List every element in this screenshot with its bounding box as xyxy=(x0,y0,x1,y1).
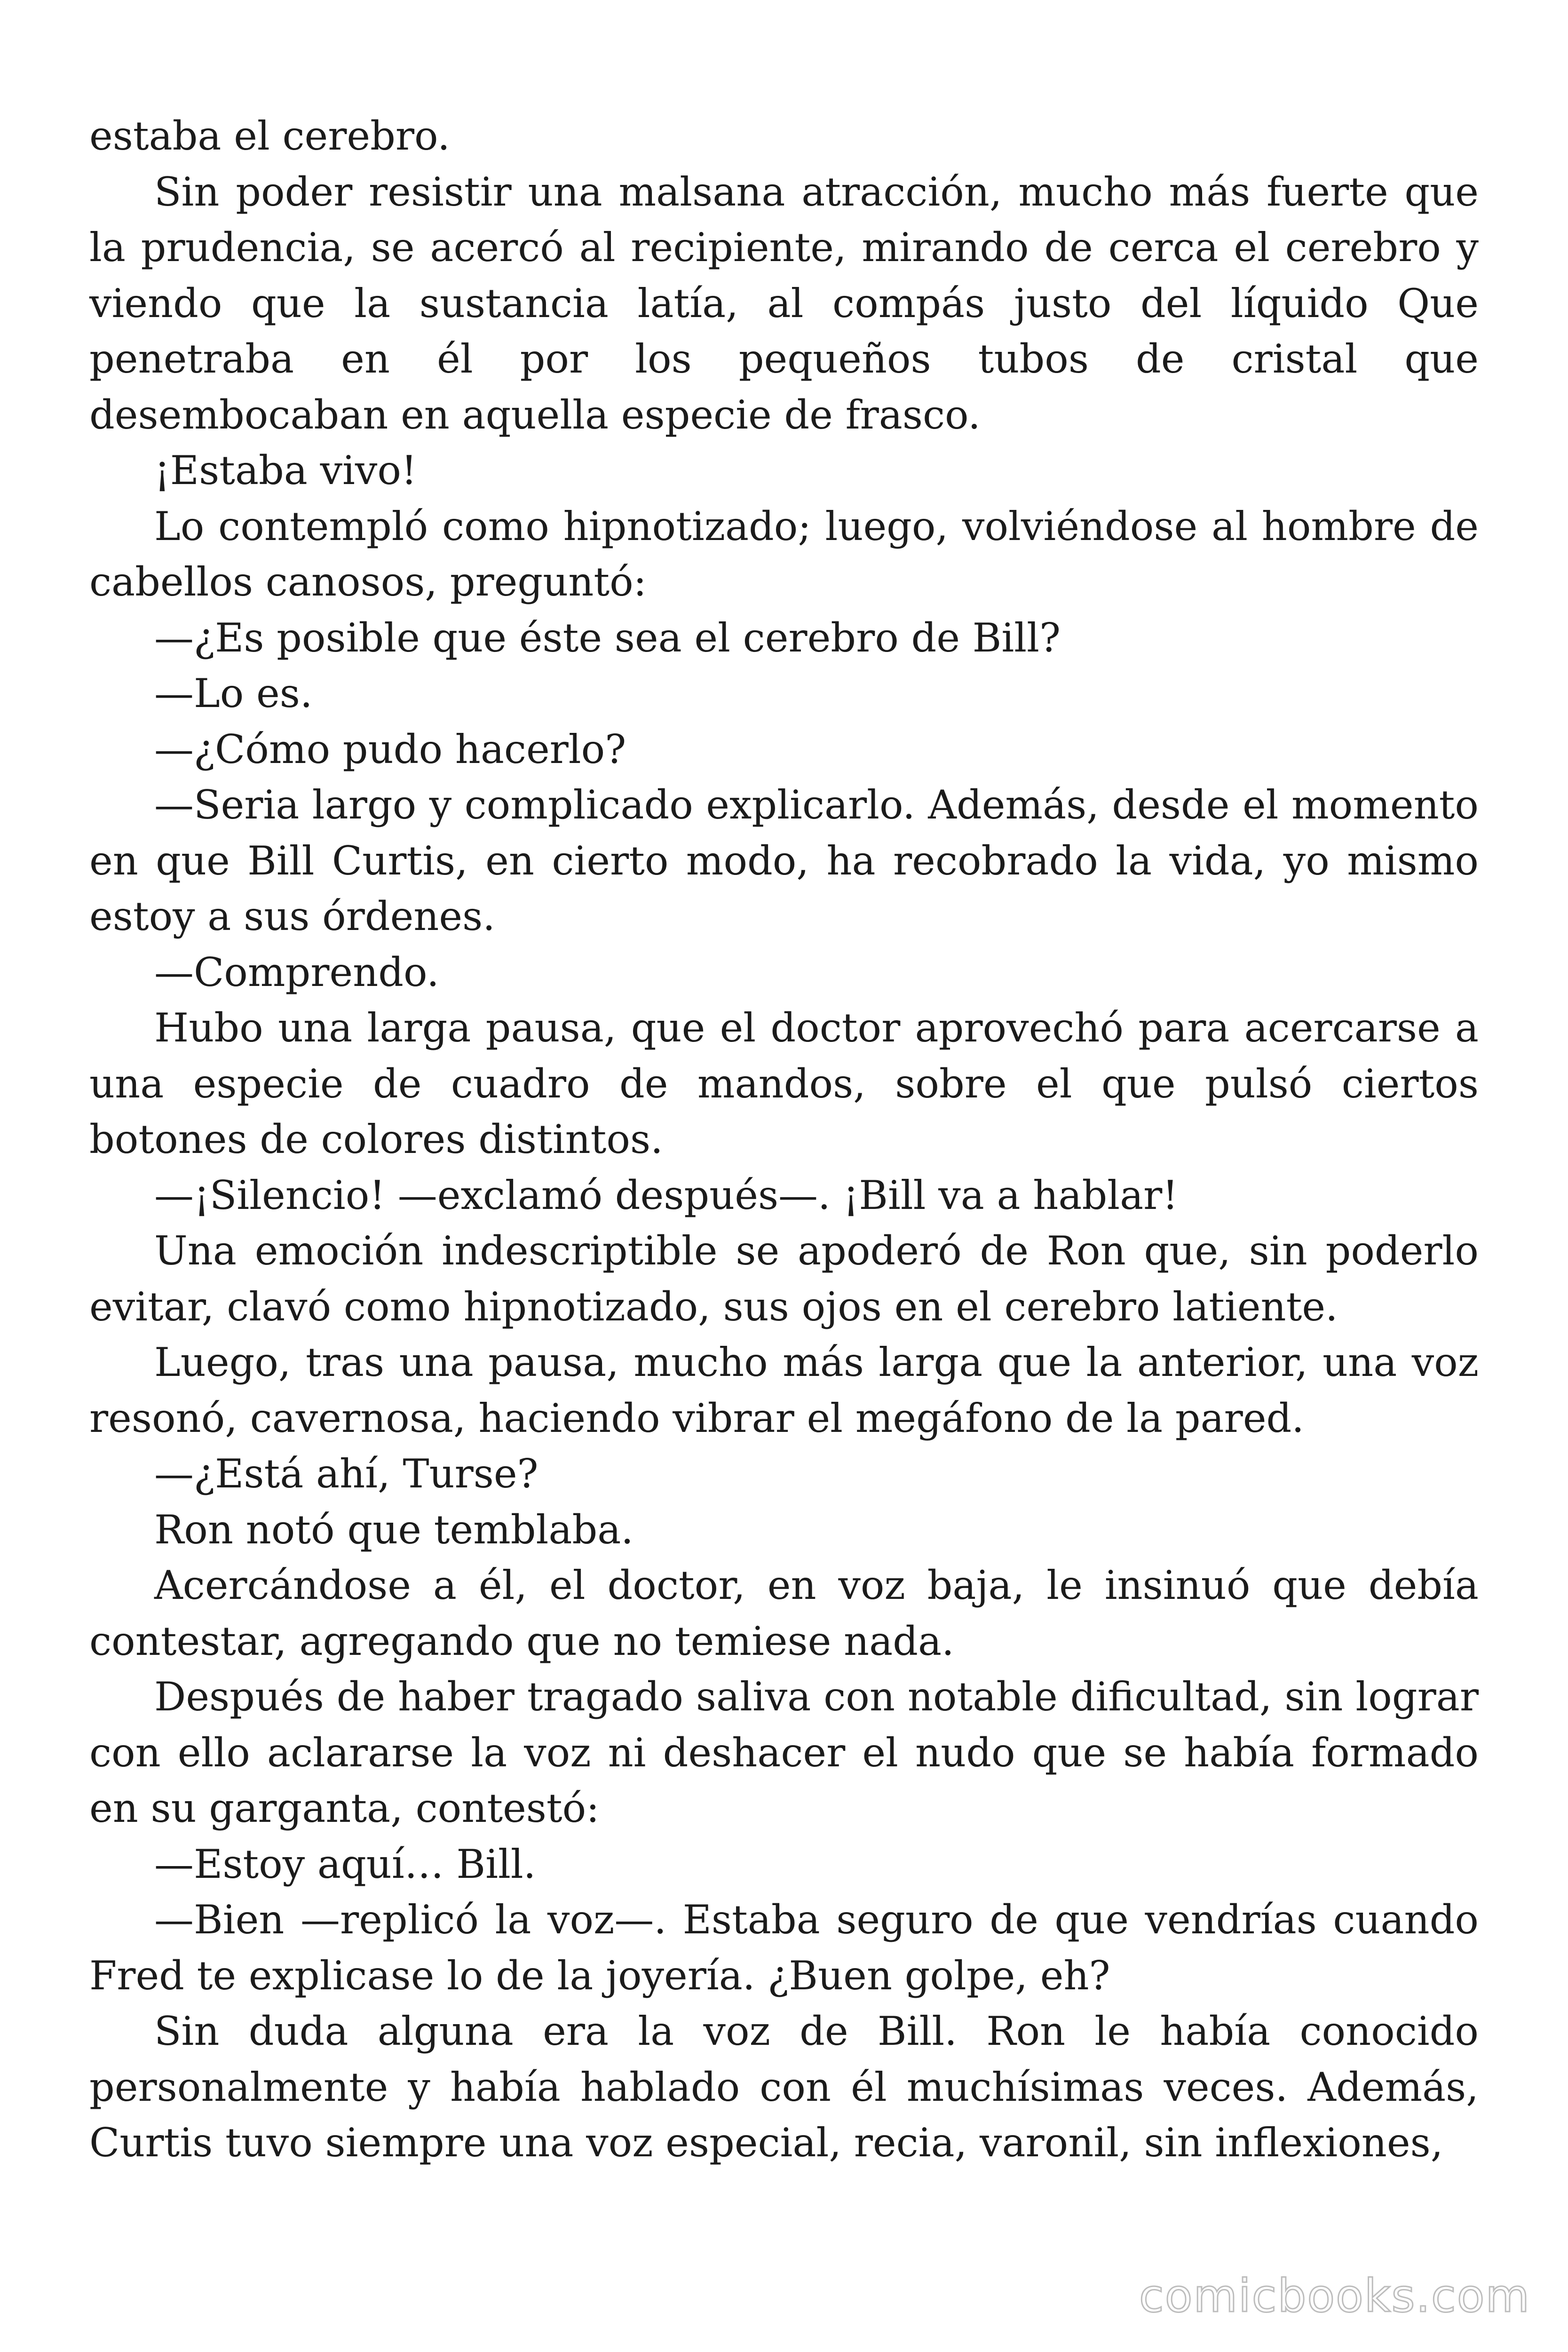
paragraph: Acercándose a él, el doctor, en voz baja, le insinuó que debía contestar, agregando que no temiese nada. xyxy=(89,1562,1479,1664)
paragraph: —Estoy aquí… Bill. xyxy=(154,1841,536,1887)
paragraph: —Seria largo y complicado explicarlo. Además, desde el momento en que Bill Curtis, en cierto modo, ha recobrado la vida, yo mismo estoy a sus órdenes. xyxy=(89,782,1479,939)
paragraph: ¡Estaba vivo! xyxy=(154,447,417,493)
paragraph: Hubo una larga pausa, que el doctor aprovechó para acercarse a una especie de cuadro de mandos, sobre el que pulsó ciertos botones de colores distintos. xyxy=(89,1005,1479,1162)
paragraph: Ron notó que temblaba. xyxy=(154,1506,634,1553)
paragraph: —¿Es posible que éste sea el cerebro de Bill? xyxy=(154,614,1061,661)
watermark: comicbooks.com xyxy=(1139,2270,1530,2322)
paragraph: Sin poder resistir una malsana atracción, mucho más fuerte que la prudencia, se acercó al recipiente, mirando de cerca el cerebro y viendo que la sustancia latía, al compás justo del líquido Que penetraba en él por los pequeños tubos de cristal que desembocaban en aquella especie de frasco. xyxy=(89,168,1479,438)
paragraph: Lo contempló como hipnotizado; luego, volviéndose al hombre de cabellos canosos, preguntó: xyxy=(89,503,1479,605)
paragraph: Una emoción indescriptible se apoderó de Ron que, sin poderlo evitar, clavó como hipnotizado, sus ojos en el cerebro latiente. xyxy=(89,1228,1479,1330)
paragraph: —¿Cómo pudo hacerlo? xyxy=(154,726,626,772)
paragraph: estaba el cerebro. xyxy=(89,113,450,159)
paragraph: —Comprendo. xyxy=(154,949,439,995)
paragraph: —¿Está ahí, Turse? xyxy=(154,1451,539,1497)
paragraph: Después de haber tragado saliva con notable dificultad, sin lograr con ello aclararse la voz ni deshacer el nudo que se había formado en su garganta, contestó: xyxy=(89,1674,1479,1831)
paragraph: Luego, tras una pausa, mucho más larga que la anterior, una voz resonó, cavernosa, haciendo vibrar el megáfono de la pared. xyxy=(89,1339,1479,1441)
book-page-text xyxy=(89,108,1479,2171)
paragraph: —¡Silencio! —exclamó después—. ¡Bill va a hablar! xyxy=(154,1172,1179,1218)
paragraph: Sin duda alguna era la voz de Bill. Ron le había conocido personalmente y había hablado con él muchísimas veces. Además, Curtis tuvo siempre una voz especial, recia, varonil, sin inflexiones, xyxy=(89,2008,1479,2166)
paragraph: —Lo es. xyxy=(154,670,313,716)
paragraph: —Bien —replicó la voz—. Estaba seguro de que vendrías cuando Fred te explicase lo de la joyería. ¿Buen golpe, eh? xyxy=(89,1897,1479,1999)
